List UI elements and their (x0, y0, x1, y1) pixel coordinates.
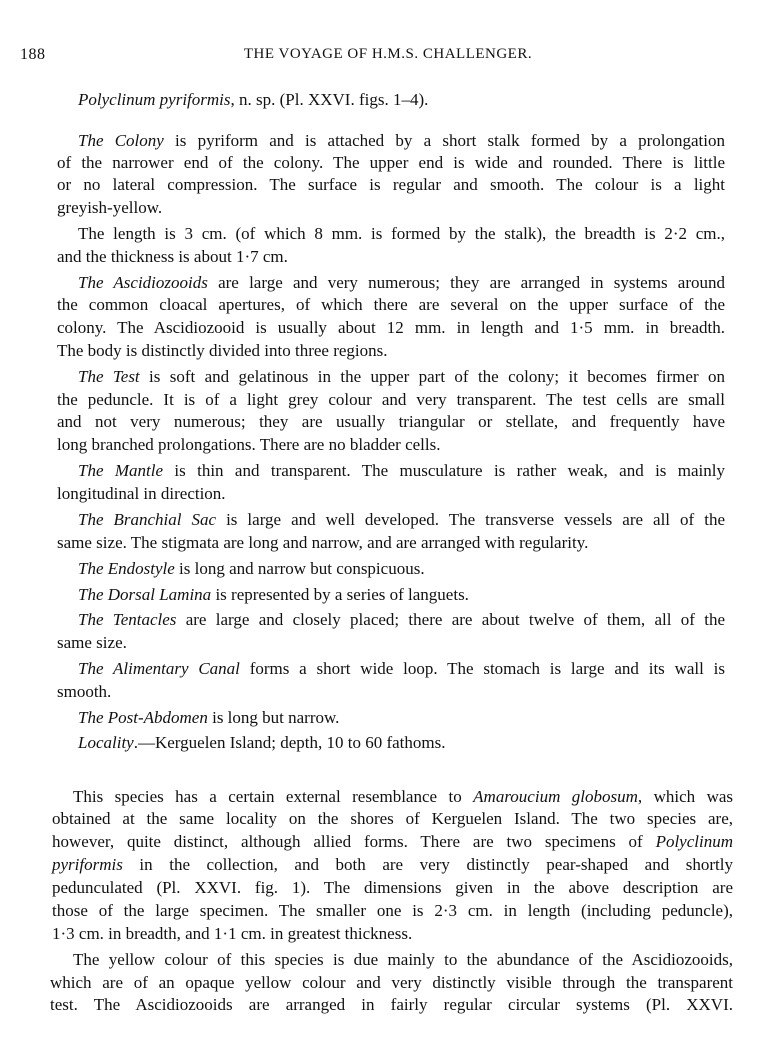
text-line (57, 198, 162, 218)
text-line (57, 295, 725, 315)
italic-term: The Mantle (78, 461, 164, 480)
text-line (57, 153, 725, 173)
text-line (78, 610, 725, 630)
italic-term: Amaroucium globosum (473, 787, 638, 806)
italic-term: The Dorsal Lamina (78, 585, 212, 604)
text-span: which are of an opaque yellow colour and very distinctly visible through the transparent (50, 973, 733, 992)
text-line (57, 682, 111, 702)
italic-term: Polyclinum (655, 832, 733, 851)
italic-term: Polyclinum pyriformis (78, 90, 231, 109)
text-span: and the thickness is about 1·7 cm. (57, 247, 288, 266)
text-span: The body is distinctly divided into three regions. (57, 341, 388, 360)
text-span: greyish-yellow. (57, 198, 163, 217)
text-span: The length is 3 cm. (of which 8 mm. is formed by the stalk), the breadth is 2·2 cm., (78, 224, 725, 243)
text-span: long branched prolongations. There are no bladder cells. (57, 435, 441, 454)
italic-term: The Endostyle (78, 559, 175, 578)
text-line (52, 924, 412, 944)
text-span: same size. The stigmata are long and narrow, and are arranged with regularity. (57, 533, 589, 552)
text-line (57, 435, 440, 455)
text-span: of the narrower end of the colony. The upper end is wide and rounded. There is little (57, 153, 725, 172)
text-line (78, 559, 425, 579)
text-line (73, 950, 733, 970)
text-line (57, 412, 725, 432)
text-span: and not very numerous; they are usually triangular or stellate, and frequently have (57, 412, 725, 431)
text-line (78, 90, 428, 110)
italic-term: The Colony (78, 131, 164, 150)
text-line (78, 367, 725, 387)
text-span: This species has a certain external resemblance to (73, 787, 474, 806)
italic-term: Locality (78, 733, 134, 752)
text-span: , n. sp. (Pl. XXVI. figs. 1–4). (230, 90, 429, 109)
text-span: test. The Ascidiozooids are arranged in fairly regular circular systems (Pl. XXVI. (50, 995, 733, 1014)
text-span: is pyriform and is attached by a short stalk formed by a prolongation (163, 131, 726, 150)
text-span: smooth. (57, 682, 112, 701)
italic-term: The Tentacles (78, 610, 177, 629)
text-line (57, 247, 288, 267)
text-span: is soft and gelatinous in the upper part of the colony; it becomes firmer on (139, 367, 725, 386)
text-line (78, 659, 725, 679)
text-line (57, 318, 725, 338)
text-span: is long but narrow. (207, 708, 340, 727)
text-line (52, 855, 733, 875)
italic-term: The Test (78, 367, 140, 386)
text-line (57, 633, 127, 653)
text-span: is represented by a series of languets. (211, 585, 469, 604)
running-title: THE VOYAGE OF H.M.S. CHALLENGER. (243, 46, 533, 62)
text-span: are large and very numerous; they are arranged in systems around (207, 273, 725, 292)
italic-term: The Alimentary Canal (78, 659, 240, 678)
italic-term: The Post-Abdomen (78, 708, 208, 727)
text-line (78, 273, 725, 293)
text-span: is large and well developed. The transverse vessels are all of the (216, 510, 725, 529)
text-span: or no lateral compression. The surface is regular and smooth. The colour is a light (57, 175, 725, 194)
text-span: those of the large specimen. The smaller one is 2·3 cm. in length (including peduncle), (52, 901, 733, 920)
text-span: obtained at the same locality on the shores of Kerguelen Island. The two species are, (52, 809, 733, 828)
text-span: The yellow colour of this species is due mainly to the abundance of the Ascidiozooids, (73, 950, 733, 969)
text-span: longitudinal in direction. (57, 484, 226, 503)
italic-term: The Ascidiozooids (78, 273, 208, 292)
text-line (52, 809, 733, 829)
text-line (57, 341, 388, 361)
text-line (57, 533, 588, 553)
page-number: 188 (20, 46, 46, 63)
text-line (52, 901, 733, 921)
text-span: the common cloacal apertures, of which there are several on the upper surface of the (57, 295, 725, 314)
text-line (57, 484, 226, 504)
text-span: pedunculated (Pl. XXVI. fig. 1). The dimensions given in the above description are (52, 878, 733, 897)
text-span: are large and closely placed; there are about twelve of them, all of the (176, 610, 725, 629)
text-line (57, 390, 725, 410)
text-span: however, quite distinct, although allied forms. There are two specimens of (52, 832, 656, 851)
text-span: forms a short wide loop. The stomach is large and its wall is (239, 659, 725, 678)
text-span: colony. The Ascidiozooid is usually about 12 mm. in length and 1·5 mm. in breadth. (57, 318, 725, 337)
italic-term: pyriformis (52, 855, 123, 874)
text-span: the peduncle. It is of a light grey colour and very transparent. The test cells are small (57, 390, 725, 409)
text-line (52, 832, 733, 852)
text-line (73, 787, 733, 807)
text-span: .—Kerguelen Island; depth, 10 to 60 fathoms. (133, 733, 446, 752)
italic-term: The Branchial Sac (78, 510, 217, 529)
text-line (50, 973, 733, 993)
text-line (78, 585, 469, 605)
text-span: in the collection, and both are very distinctly pear-shaped and shortly (122, 855, 733, 874)
text-span: is long and narrow but conspicuous. (174, 559, 425, 578)
text-span: , which was (637, 787, 734, 806)
text-line (57, 175, 725, 195)
text-line (78, 461, 725, 481)
text-line (78, 733, 446, 753)
text-span: is thin and transparent. The musculature is rather weak, and is mainly (163, 461, 726, 480)
text-span: same size. (57, 633, 127, 652)
text-line (78, 708, 339, 728)
text-line (78, 510, 725, 530)
text-line (52, 878, 733, 898)
text-line (78, 131, 725, 151)
text-span: 1·3 cm. in breadth, and 1·1 cm. in greatest thickness. (52, 924, 413, 943)
text-line (78, 224, 725, 244)
text-line (50, 995, 733, 1015)
